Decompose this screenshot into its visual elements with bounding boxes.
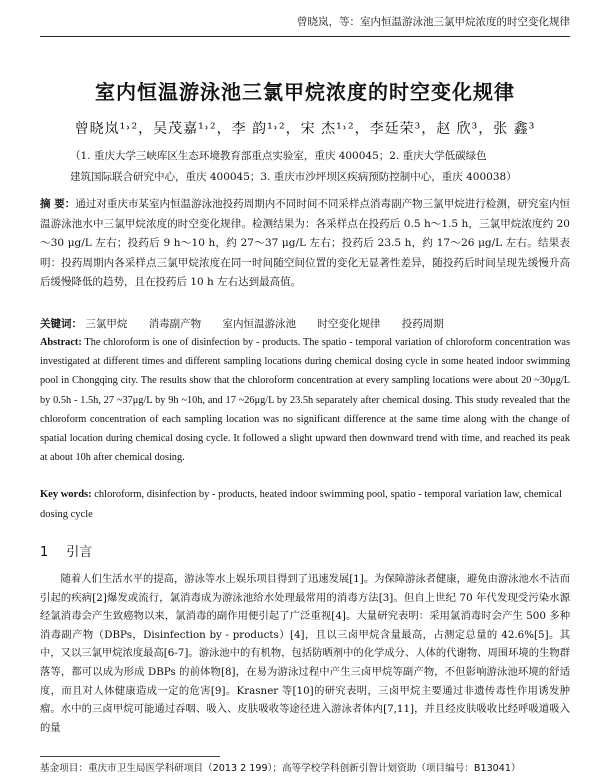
abstract-chinese	[40, 195, 570, 293]
header-rule	[40, 36, 570, 37]
keyword-cn: 投药周期	[401, 318, 444, 330]
introduction-paragraph: 随着人们生活水平的提高，游泳等水上娱乐项目得到了迅速发展[1]。为保障游泳者健康，避免由游泳池水不洁而引起的疾病[2]爆发或流行，氯消毒成为游泳池给水处理最常用的消毒方法[3]。但自上世纪 70 年代发现受污染水源经氯消毒会产生致癌物以来，氯消毒的副作用便引起了广泛重视[4]。大量研究表明：采用氯消毒时会产生 500 多种消毒副产物（DBPs，Disinfection by - products）[4]，且以三卤甲烷含量最高，占测定总量的 42.6%[5]。其中，又以三氯甲烷浓度最高[6-7]。游泳池中的有机物，包括防晒剂中的化学成分、人体的代谢物、周围环境的生物群落等，都可以成为形成 DBPs 的前体物[8]，在易为游泳过程中产生三卤甲烷等副产物，不但影响游泳池环境的舒适度，而且对人体健康造成一定的危害[9]。Krasner 等[10]的研究表明，三卤甲烷主要通过非遗传毒性作用诱发肿瘤。水中的三卤甲烷可能通过吞咽、吸入、皮肤吸收等途径进入游泳者体内[7,11]，并且经皮肤吸收比经呼吸道吸入的量	[40, 573, 570, 734]
running-header: 曾晓岚，等：室内恒温游泳池三氯甲烷浓度的时空变化规律	[297, 16, 570, 28]
abstract-cn-label: 摘 要：	[40, 198, 76, 210]
footnote-rule	[40, 756, 220, 757]
abstract-english	[40, 333, 570, 467]
section-number: 1	[40, 545, 49, 560]
keywords-english	[40, 485, 570, 525]
keyword-cn: 时空变化规律	[317, 318, 381, 330]
keywords-cn-label: 关键词：	[40, 318, 82, 330]
section-title: 引言	[66, 545, 93, 560]
keyword-cn: 室内恒温游泳池	[222, 318, 297, 330]
keywords-en-label: Key words:	[40, 489, 92, 500]
affiliations	[70, 146, 560, 188]
abstract-cn-text: 通过对重庆市某室内恒温游泳池投药周期内不同时间不同采样点消毒副产物三氯甲烷进行检测，研究室内恒温游泳池水中三氯甲烷浓度的时空变化规律。检测结果为：各采样点在投药后 0.5 h～1.5 h，三氯甲烷浓度约 20～30 μg/L 左右；投药后 9 h～10 h，约 27～37 μg/L 左右；投药后 23.5 h，约 17～26 μg/L 左右。结果表明：投药周期内各采样点三氯甲烷浓度在同一时间随空间位置的变化无显著性差异，随投药后时间呈现先缓慢升高后缓慢降低的趋势，且在投药后 10 h 左右达到最高值。	[40, 198, 570, 288]
section-heading	[40, 541, 92, 560]
paper-title: 室内恒温游泳池三氯甲烷浓度的时空变化规律	[95, 80, 515, 104]
abstract-en-text: The chloroform is one of disinfection by - products. The spatio - temporal variation of chloroform concentration was investigated at different times and different sampling locations during chemical dosing cycle in some heated indoor swimming pool in Chongqing city. The results show that the chloroform concentration at every sampling locations were about 20 ~30μg/L by 0.5h - 1.5h, 27 ~37μg/L by 9h ~10h, and 17 ~26μg/L by 23.5h separately after chemical dosing. This study revealed that the chloroform concentration of each sampling location was no significant difference at the same time along with the change of spatial location during chemical dosing cycle. It followed a slight upward then downward trend with time, and reached its peak at about 10h after chemical dosing.	[40, 337, 570, 464]
keywords-chinese	[40, 316, 570, 331]
author-list: 曾晓岚¹˒²，吴茂嘉¹˒²，李 韵¹˒²，宋 杰¹˒²，李廷荣³，赵 欣³，张 鑫³	[74, 121, 536, 137]
affiliation-line-1: （1. 重庆大学三峡库区生态环境教育部重点实验室，重庆 400045；2. 重庆大学低碳绿色	[70, 150, 487, 162]
affiliation-line-2: 建筑国际联合研究中心，重庆 400045；3. 重庆市沙坪坝区疾病预防控制中心，重庆 400038）	[70, 171, 517, 183]
abstract-en-label: Abstract:	[40, 337, 82, 348]
funding-footnote: 基金项目：重庆市卫生局医学科研项目（2013 2 199）；高等学校学科创新引智计划资助（项目编号：B13041）	[40, 763, 521, 774]
keyword-cn: 三氯甲烷	[85, 318, 128, 330]
keywords-en-text: chloroform, disinfection by - products, heated indoor swimming pool, spatio - temporal variation law, chemical dosing cycle	[40, 489, 562, 520]
keyword-cn: 消毒副产物	[148, 318, 202, 330]
